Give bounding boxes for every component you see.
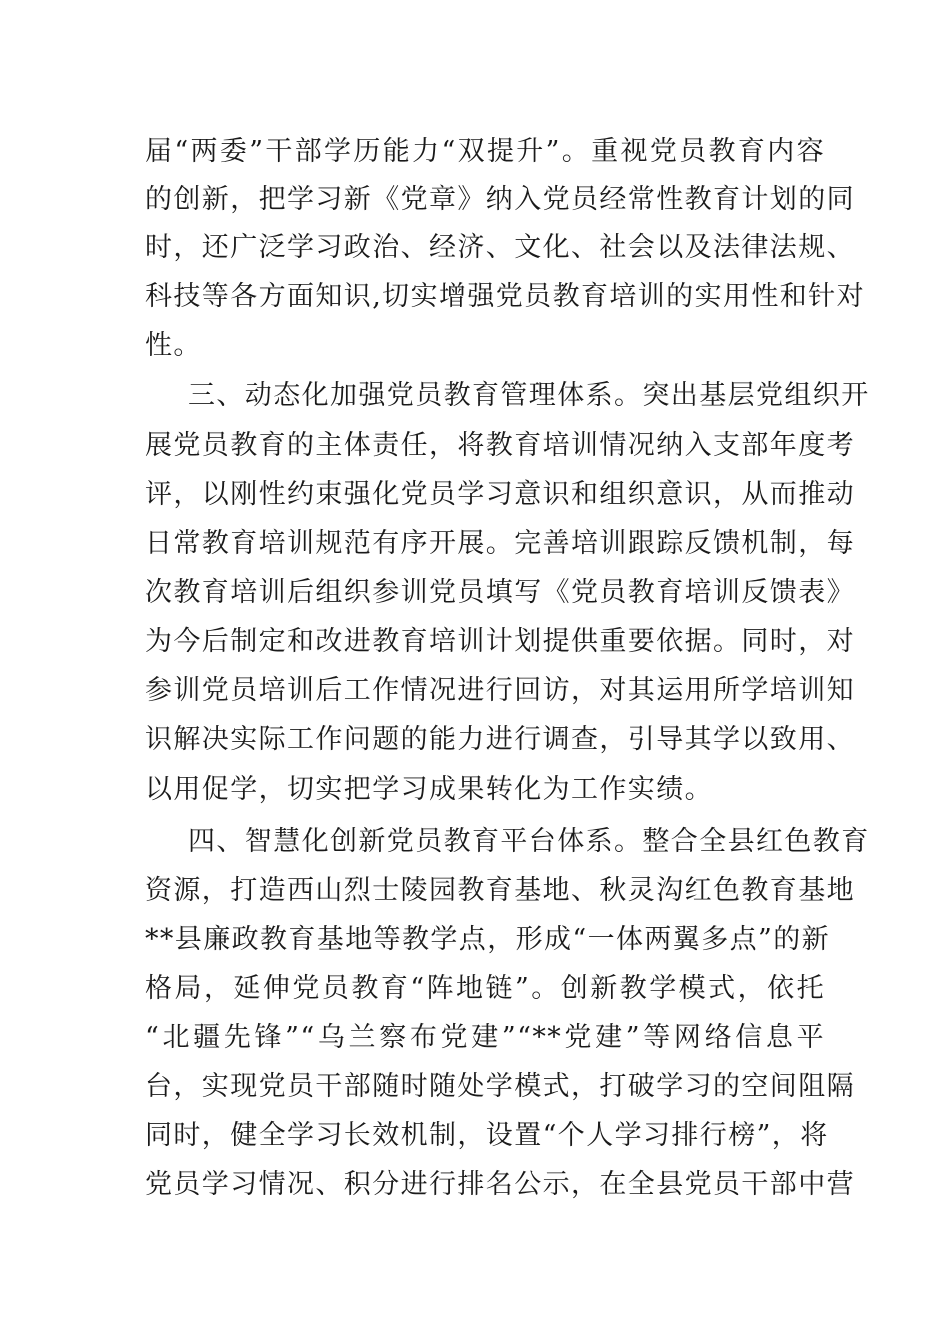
text-line: 次教育培训后组织参训党员填写《党员教育培训反馈表》 — [145, 577, 855, 608]
text-line: **县廉政教育基地等教学点，形成“一体两翼多点”的新 — [145, 924, 831, 955]
text-line: 为今后制定和改进教育培训计划提供重要依据。同时，对 — [145, 626, 855, 657]
text-line: 四、智慧化创新党员教育平台体系。整合全县红色教育 — [188, 826, 870, 857]
text-line: 展党员教育的主体责任，将教育培训情况纳入支部年度考 — [145, 430, 855, 461]
text-line: 识解决实际工作问题的能力进行调查，引导其学以致用、 — [145, 724, 855, 755]
text-line: 格局，延伸党员教育“阵地链”。创新教学模式，依托 — [145, 973, 825, 1004]
text-line: 同时，健全学习长效机制，设置“个人学习排行榜”，将 — [145, 1120, 829, 1151]
text-line: 日常教育培训规范有序开展。完善培训跟踪反馈机制，每 — [145, 528, 855, 559]
text-line: 台，实现党员干部随时随处学模式，打破学习的空间阻隔 — [145, 1071, 855, 1102]
text-line: 科技等各方面知识,切实增强党员教育培训的实用性和针对 — [145, 281, 865, 312]
text-line: 时，还广泛学习政治、经济、文化、社会以及法律法规、 — [145, 232, 855, 263]
text-line: 评，以刚性约束强化党员学习意识和组织意识，从而推动 — [145, 479, 855, 510]
text-line: 党员学习情况、积分进行排名公示，在全县党员干部中营 — [145, 1169, 855, 1200]
text-line: 性。 — [145, 330, 202, 361]
text-line: 参训党员培训后工作情况进行回访，对其运用所学培训知 — [145, 675, 855, 706]
text-line: 的创新，把学习新《党章》纳入党员经常性教育计划的同 — [145, 184, 855, 215]
text-line: 届“两委”干部学历能力“双提升”。重视党员教育内容 — [145, 136, 825, 167]
text-line: 资源，打造西山烈士陵园教育基地、秋灵沟红色教育基地 — [145, 875, 855, 906]
text-line: “北疆先锋”“乌兰察布党建”“**党建”等网络信息平 — [145, 1022, 825, 1053]
text-line: 以用促学，切实把学习成果转化为工作实绩。 — [145, 774, 713, 805]
text-line: 三、动态化加强党员教育管理体系。突出基层党组织开 — [188, 380, 870, 411]
